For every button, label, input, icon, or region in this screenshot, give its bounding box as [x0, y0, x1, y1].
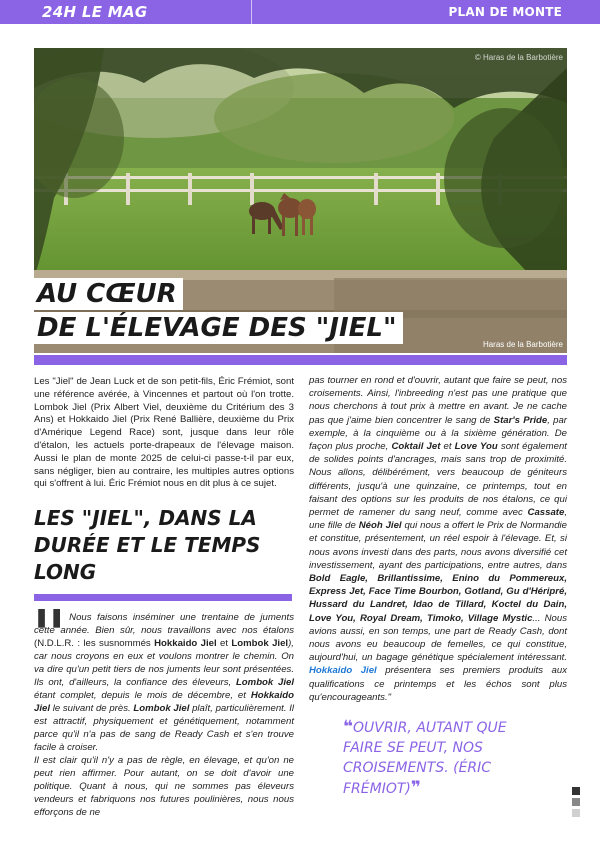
body-paragraph: ❚❚ Nous faisons inséminer une trentaine de juments cette année. Bien sûr, nous travaillons avec nos étalons (N.D.L.R. : les susnommés Hokkaido Jiel et Lombok Jiel), car nous croyons en eux et voulons montrer le chemin. On va dire qu'un petit tiers de nos juments leur sont présentées. Ils ont, d'ailleurs, la confiance des éleveurs, Lombok Jiel étant complet, depuis le mois de décembre, et Hokkaido Jiel le suivant de près. Lombok Jiel plaît, particulièrement. Il est attractif, physiquement et génétiquement, notamment parce qu'il n'a pas de sang de Ready Cash et s'en trouve facile à croiser. — [34, 607, 294, 753]
intro-paragraph: Les "Jiel" de Jean Luck et de son petit-fils, Éric Frémiot, sont une référence avérée, à Vincennes et partout où l'on trotte. Lombok Jiel (Prix Albert Viel, deuxième du Critérium des 3 Ans) et Hokkaido Jiel (Prix René Ballière, deuxième du Prix d'Amérique Legend Race) sont, jusque dans leur rôle d'étalon, les actuels porte-drapeaux de l'élevage maison. Aussi le plan de monte 2025 de celui-ci passe-t-il par eux, sans négliger, bien au contraire, les multiples autres options qui s'offrent à lui. Éric Frémiot nous en dit plus à ce sujet. — [34, 376, 294, 490]
body-paragraph: Il est clair qu'il n'y a pas de règle, en élevage, et qu'on ne peut rien affirmer. Pour autant, on se doit d'avoir une politique. Quant à nous, qui ne sommes pas éleveurs vendeurs et fabriquons nos futures poulinières, nous nous efforçons de ne — [34, 755, 294, 818]
subhead-rule — [34, 594, 292, 601]
stallion-name-highlight: Hokkaido Jiel — [309, 665, 377, 677]
headline-line-2: DE L'ÉLEVAGE DES "JIEL" — [34, 312, 403, 344]
decor-square — [572, 787, 580, 795]
stallion-name: Lombok Jiel — [235, 677, 294, 688]
top-bar — [0, 0, 600, 24]
body-column-right — [309, 374, 567, 704]
quote-open-icon: ❚❚ — [34, 607, 65, 628]
pull-quote-text: OUVRIR, AUTANT QUE FAIRE SE PEUT, NOS CROISEMENTS. (ÉRIC FRÉMIOT) — [343, 720, 507, 797]
horse-list: Bold Eagle, Brillantissime, Enino du Pommereux, Express Jet, Face Time Bourbon, Gotland, Gu d'Héripré, Hussard du Landret, Idao de Tillard, Koctel du Dain, Love You, Royal Dream, Timoko, Village Mystic — [309, 573, 567, 624]
stallion-name: Hokkaido Jiel — [154, 638, 217, 649]
pull-quote — [343, 717, 548, 799]
header-divider — [251, 0, 252, 24]
magazine-name: 24H LE MAG — [42, 3, 148, 21]
stallion-name: Lombok Jiel — [133, 703, 190, 714]
photo-credit: © Haras de la Barbotière — [474, 53, 563, 62]
section-name: PLAN DE MONTE — [448, 5, 562, 19]
body-paragraph: pas tourner en rond et d'ouvrir, autant que faire se peut, nos croisements. Ainsi, l'inbreeding n'est pas une pratique que nous cherchons à tout prix à mettre en avant. Je ne cache pas que j'aime bien concentrer le sang de Star's Pride, par exemple, à la cinquième ou à la sixième génération. De façon plus proche, Coktail Jet et Love You sont également de solides points d'ancrages, mais sans trop de proximité. Nous allons, délibérément, vers beaucoup de géniteurs différents, jusqu'à une quinzaine, ce printemps, tout en faisant des options sur les produits de nos étalons, ce qui permet de ramener du sang neuf, comme avec Cassate, une fille de Néoh Jiel qui nous a offert le Prix de Normandie et constitue, présentement, un réel espoir à l'élevage. Et, si nous avons investi dans des parts, nous avons diversifié cet investissement, ayant des participations, entre autres, dans Bold Eagle, Brillantissime, Enino du Pommereux, Express Jet, Face Time Bourbon, Gotland, Gu d'Héripré, Hussard du Landret, Idao de Tillard, Koctel du Dain, Love You, Royal Dream, Timoko, Village Mystic... Nous avions aussi, en son temps, une part de Ready Cash, dont nous avons eu beaucoup de femelles, ce qui constitue, aujourd'hui, un bagage génétique spécialement intéressant. Hokkaido Jiel présentera ses premiers produits aux qualifications ce printemps et les échos sont plus qu'encourageants." — [309, 375, 568, 703]
stallion-name: Lombok Jiel — [231, 638, 289, 649]
decor-square — [572, 809, 580, 817]
section-subhead: LES "JIEL", DANS LA DURÉE ET LE TEMPS LONG — [34, 506, 261, 584]
quote-open-icon: ❝ — [343, 717, 353, 737]
quote-close-icon: ❞ — [410, 778, 421, 798]
stallion-name: Hokkaido Jiel — [34, 690, 294, 714]
decor-square — [572, 798, 580, 806]
main-headline — [34, 278, 403, 344]
headline-line-1: AU CŒUR — [34, 278, 183, 310]
photo-caption: Haras de la Barbotière — [482, 340, 563, 349]
headline-rule — [34, 355, 567, 365]
body-column-left — [34, 607, 294, 819]
